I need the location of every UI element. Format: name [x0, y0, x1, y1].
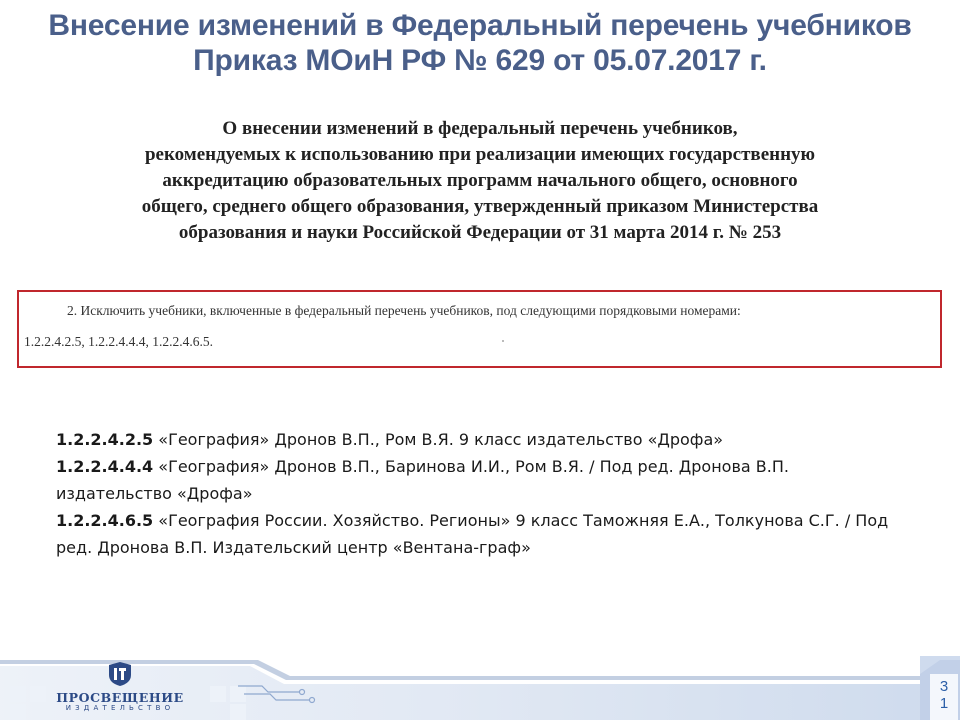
list-item: [56, 507, 906, 561]
logo-subtitle: ИЗДАТЕЛЬСТВО: [65, 704, 175, 712]
item-text: «География России. Хозяйство. Регионы» 9 класс Таможняя Е.А., Толкунова С.Г. / Под ред. Дронова В.П. Издательский центр «Вентана-граф»: [56, 511, 889, 557]
logo-brand: ПРОСВЕЩЕНИЕ: [56, 690, 184, 705]
page-number: [933, 678, 955, 712]
excerpt-line-1: 2. Исключить учебники, включенные в федеральный перечень учебников, под следующими порядковыми номерами:: [67, 303, 741, 318]
excerpt-line-2: 1.2.2.4.2.5, 1.2.2.4.4.4, 1.2.2.4.6.5.: [24, 334, 213, 349]
publisher-logo: [50, 661, 190, 716]
order-excerpt-box: [17, 290, 942, 368]
item-text: «География» Дронов В.П., Ром В.Я. 9 класс издательство «Дрофа»: [153, 430, 724, 449]
item-number: 1.2.2.4.2.5: [56, 430, 154, 449]
slide-title: [0, 8, 960, 78]
order-heading-line: рекомендуемых к использованию при реализации имеющих государственную: [144, 144, 816, 165]
order-heading: [60, 116, 900, 246]
page-number-digit: 1: [939, 695, 949, 712]
order-heading-line: общего, среднего общего образования, утвержденный приказом Министерства: [141, 196, 819, 217]
order-heading-line: О внесении изменений в федеральный перечень учебников,: [222, 118, 738, 139]
list-item: [56, 453, 906, 507]
scan-speck: [502, 340, 504, 342]
slide-title-line-2: Приказ МОиН РФ № 629 от 05.07.2017 г.: [193, 44, 767, 77]
order-heading-line: аккредитацию образовательных программ начального общего, основного: [162, 170, 798, 191]
order-heading-line: образования и науки Российской Федерации от 31 марта 2014 г. № 253: [178, 222, 782, 243]
item-number: 1.2.2.4.6.5: [56, 511, 154, 530]
slide-title-line-1: Внесение изменений в Федеральный перечень учебников: [48, 9, 912, 42]
prosveshchenie-emblem-icon: [107, 661, 133, 687]
page-number-digit: 3: [939, 678, 949, 695]
list-item: [56, 426, 906, 453]
excluded-textbooks-list: [56, 426, 906, 561]
item-text: «География» Дронов В.П., Баринова И.И., Ром В.Я. / Под ред. Дронова В.П. издательство «Дрофа»: [56, 457, 789, 503]
item-number: 1.2.2.4.4.4: [56, 457, 154, 476]
